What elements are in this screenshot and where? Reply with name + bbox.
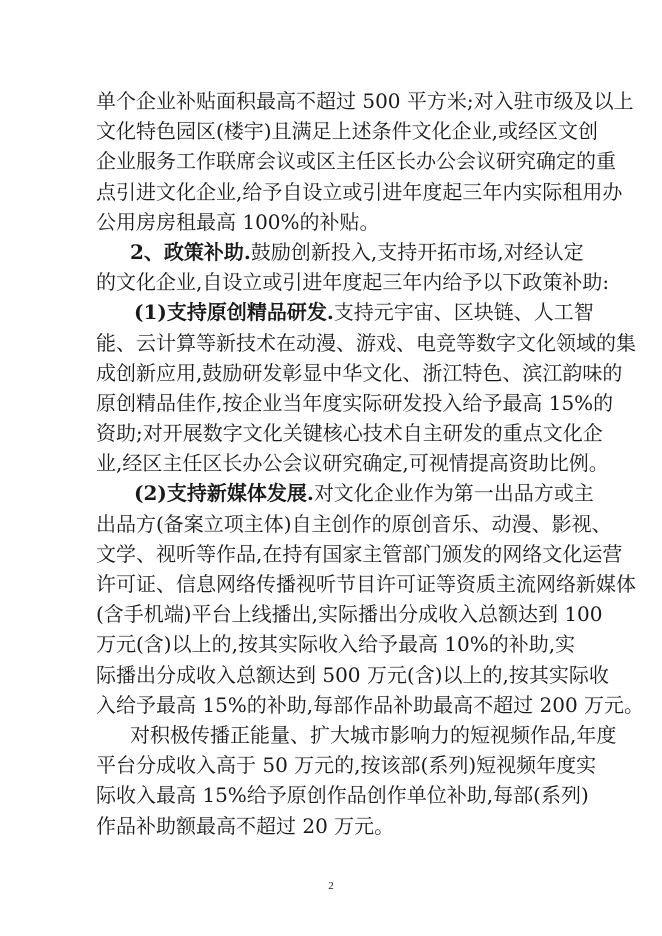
- text-line: [96, 267, 610, 297]
- text-line: [96, 448, 609, 478]
- line-text: 鼓励创新投入,支持开拓市场,对经认定: [250, 239, 584, 264]
- paragraph: [96, 86, 634, 237]
- text-line: [96, 539, 623, 569]
- text-line: [96, 509, 612, 539]
- text-line: [96, 86, 634, 116]
- line-text: 作品补助额最高不超过 20 万元。: [96, 813, 395, 838]
- line-text: 平台分成收入高于 50 万元的,按该部(系列)短视频年度实: [96, 753, 597, 778]
- text-line: [96, 660, 609, 690]
- section-heading: (1)支持原创精品研发.: [134, 300, 334, 325]
- line-text: 业,经区主任区长办公会议研究确定,可视情提高资助比例。: [96, 451, 609, 476]
- paragraph: [96, 478, 645, 720]
- paragraph: [96, 297, 636, 478]
- text-line: [96, 116, 598, 146]
- section-heading: (2)支持新媒体发展.: [134, 481, 314, 506]
- line-text: 公用房房租最高 100%的补贴。: [96, 209, 380, 234]
- text-line: [96, 328, 636, 358]
- line-text: 入给予最高 15%的补助,每部作品补助最高不超过 200 万元。: [96, 692, 645, 717]
- line-text: (含手机端)平台上线播出,实际播出分成收入总额达到 100: [96, 602, 603, 627]
- paragraph: [96, 237, 610, 297]
- section-heading: 2、政策补助.: [130, 239, 251, 264]
- text-line: [96, 720, 617, 750]
- text-line: [96, 207, 566, 237]
- line-text: 支持元宇宙、区块链、人工智: [333, 300, 594, 325]
- text-line: [96, 690, 645, 720]
- text-line: [96, 297, 594, 327]
- line-text: 的文化企业,自设立或引进年度起三年内给予以下政策补助:: [96, 270, 610, 295]
- line-text: 许可证、信息网络传播视听节目许可证等资质主流网络新媒体: [96, 572, 636, 596]
- text-line: [96, 237, 584, 267]
- text-line: [96, 811, 566, 841]
- line-text: 际播出分成收入总额达到 500 万元(含)以上的,按其实际收: [96, 662, 609, 687]
- text-line: [96, 177, 623, 207]
- text-line: [96, 358, 623, 388]
- line-text: 企业服务工作联席会议或区主任区长办公会议研究确定的重: [96, 149, 616, 174]
- line-text: 资助;对开展数字文化关键核心技术自主研发的重点文化企: [96, 421, 603, 446]
- text-line: [96, 478, 594, 508]
- text-line: [96, 418, 603, 448]
- text-line: [96, 388, 614, 418]
- line-text: 文化特色园区(楼宇)且满足上述条件文化企业,或经区文创: [96, 119, 598, 144]
- line-text: 际收入最高 15%给予原创作品创作单位补助,每部(系列): [96, 783, 589, 808]
- line-text: 出品方(备案立项主体)自主创作的原创音乐、动漫、影视、: [96, 511, 612, 536]
- line-text: 文学、视听等作品,在持有国家主管部门颁发的网络文化运营: [96, 541, 623, 566]
- line-text: 原创精品佳作,按企业当年度实际研发投入给予最高 15%的: [96, 390, 614, 415]
- text-line: [96, 780, 589, 810]
- line-text: 万元(含)以上的,按其实际收入给予最高 10%的补助,实: [96, 632, 576, 657]
- text-line: [96, 569, 636, 599]
- line-text: 点引进文化企业,给予自设立或引进年度起三年内实际租用办: [96, 179, 623, 204]
- text-line: [96, 629, 576, 659]
- text-line: [96, 599, 603, 629]
- line-text: 对积极传播正能量、扩大城市影响力的短视频作品,年度: [130, 722, 617, 747]
- document-body: [96, 86, 645, 841]
- paragraph: [96, 720, 617, 841]
- text-line: [96, 750, 597, 780]
- page-number: 2: [328, 880, 334, 892]
- line-text: 对文化企业作为第一出品方或主: [313, 481, 594, 506]
- line-text: 能、云计算等新技术在动漫、游戏、电竞等数字文化领域的集: [96, 330, 636, 355]
- text-line: [96, 146, 616, 176]
- line-text: 成创新应用,鼓励研发彰显中华文化、浙江特色、滨江韵味的: [96, 360, 623, 385]
- line-text: 单个企业补贴面积最高不超过 500 平方米;对入驻市级及以上: [96, 89, 634, 113]
